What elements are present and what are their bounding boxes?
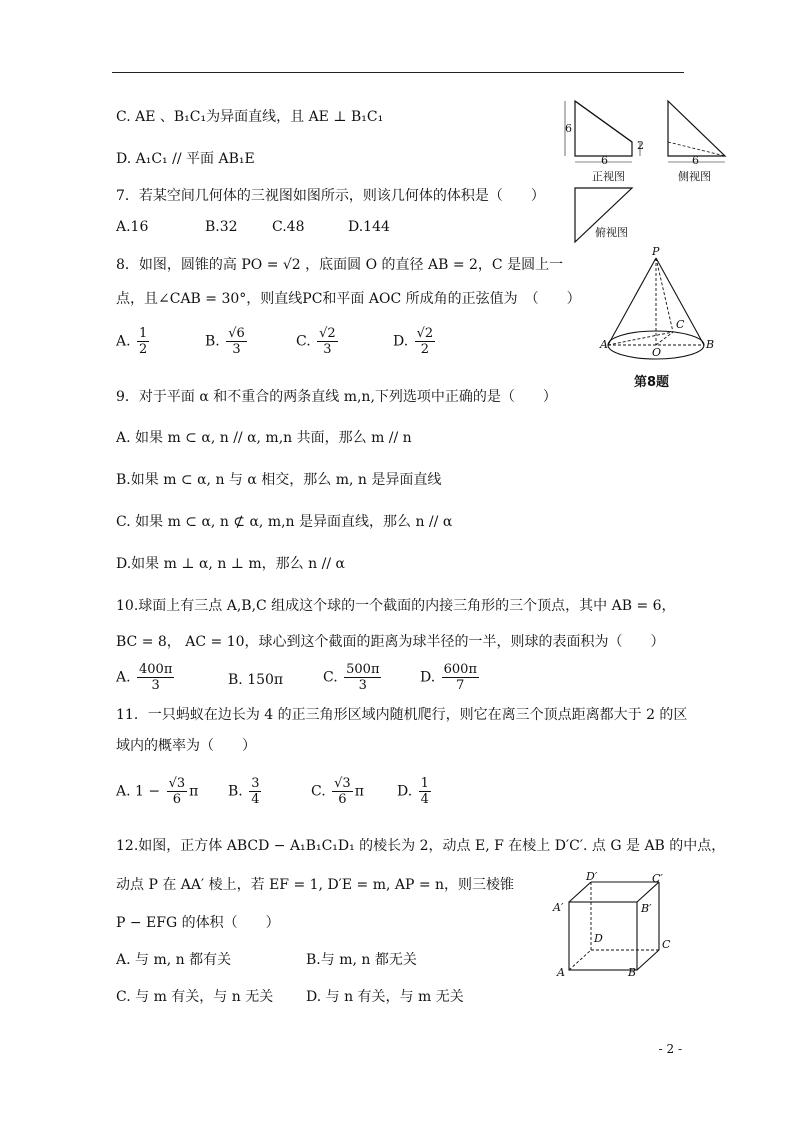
q12-option-d: D. 与 n 有关，与 m 无关	[306, 989, 464, 1005]
front-view-width-label: 6	[601, 154, 608, 167]
q12-option-a: A. 与 m, n 都有关	[116, 952, 232, 968]
q11-option-b: B. $\frac{3}{4}$	[228, 776, 260, 807]
q9-option-b: B.如果 m ⊂ α, n 与 α 相交，那么 m, n 是异面直线	[116, 472, 442, 488]
front-view-height-label: 6	[565, 122, 572, 135]
q7-option-d: D.144	[348, 219, 390, 235]
q12-stem-line2: 动点 P 在 AA′ 棱上，若 EF = 1, D′E = m, AP = n，则三棱锥	[116, 877, 515, 893]
cube-point-a: A	[557, 966, 565, 979]
cube-point-d: D	[594, 932, 603, 945]
side-view-width-label: 6	[692, 154, 699, 167]
cone-point-b: B	[706, 338, 715, 351]
q9-option-d: D.如果 m ⊥ α, n ⊥ m，那么 n // α	[116, 556, 345, 572]
q11-option-a: A. 1 − $\frac{√3}{6}$ π	[116, 776, 199, 807]
q11-stem-line2: 域内的概率为（ ）	[116, 738, 256, 754]
q9-option-c: C. 如果 m ⊂ α, n ⊄ α, m,n 是异面直线，那么 n // α	[116, 514, 453, 530]
q9-option-a: A. 如果 m ⊂ α, n // α, m,n 共面，那么 m // n	[116, 430, 412, 446]
three-views-figure	[560, 96, 750, 246]
q7-option-c: C.48	[272, 219, 305, 235]
cube-point-c: C	[662, 938, 671, 951]
q10-option-c: C. $\frac{500\pi}{3}$	[323, 662, 380, 693]
q8-option-c: C. $\frac{√2}{3}$	[296, 326, 336, 357]
cone-figure-caption: 第8题	[634, 375, 670, 390]
q7-stem: 7．若某空间几何体的三视图如图所示，则该几何体的体积是（ ）	[116, 188, 545, 204]
q8-option-a: A. $\frac{1}{2}$	[116, 326, 148, 357]
header-rule	[112, 72, 684, 73]
front-view-small-label: 2	[637, 139, 644, 152]
cube-point-a1: A′	[553, 901, 564, 914]
q11-option-d: D. $\frac{1}{4}$	[397, 776, 429, 807]
q8-stem-line2: 点，且∠CAB = 30°，则直线PC和平面 AOC 所成角的正弦值为 （ ）	[116, 291, 581, 307]
side-view-caption: 侧视图	[678, 170, 711, 183]
q8-option-d: D. $\frac{√2}{2}$	[393, 326, 434, 357]
cube-point-b1: B′	[641, 902, 652, 915]
q12-stem-line3: P − EFG 的体积（ ）	[116, 915, 280, 931]
cone-point-c: C	[676, 318, 685, 331]
q9-stem: 9．对于平面 α 和不重合的两条直线 m,n,下列选项中正确的是（ ）	[116, 389, 557, 405]
q8-option-b: B. $\frac{√6}{3}$	[205, 326, 245, 357]
cube-point-b: B	[628, 966, 637, 979]
q8-stem-line1: 8．如图，圆锥的高 PO = √2 ，底面圆 O 的直径 AB = 2，C 是圆上一	[116, 257, 564, 273]
q12-option-b: B.与 m, n 都无关	[306, 952, 417, 968]
page-number: - 2 -	[658, 1042, 682, 1056]
cube-point-d1: D′	[586, 870, 598, 883]
q7-option-b: B.32	[205, 219, 238, 235]
front-view-caption: 正视图	[592, 170, 625, 183]
q10-stem-line2: BC = 8， AC = 10，球心到这个截面的距离为球半径的一半，则球的表面积为（ ）	[116, 634, 665, 650]
cube-point-c1: C′	[652, 872, 663, 885]
q11-stem-line1: 11．一只蚂蚁在边长为 4 的正三角形区域内随机爬行，则它在离三个顶点距离都大于 2 的区	[116, 707, 688, 723]
q7-option-a: A.16	[116, 219, 149, 235]
q10-stem-line1: 10.球面上有三点 A,B,C 组成这个球的一个截面的内接三角形的三个顶点，其中 AB = 6，	[116, 598, 676, 614]
q6-option-d: D. A₁C₁ // 平面 AB₁E	[116, 151, 255, 167]
cone-point-a: A	[600, 338, 608, 351]
cone-point-p: P	[652, 245, 660, 258]
q12-option-c: C. 与 m 有关，与 n 无关	[116, 989, 274, 1005]
q6-option-c: C. AE 、B₁C₁为异面直线，且 AE ⊥ B₁C₁	[116, 109, 384, 125]
q10-option-b: B. 150π	[228, 672, 284, 688]
top-view-caption: 俯视图	[595, 226, 628, 239]
q11-option-c: C. $\frac{√3}{6}$ π	[311, 776, 364, 807]
q12-stem-line1: 12.如图，正方体 ABCD − A₁B₁C₁D₁ 的棱长为 2，动点 E, F 在棱上 D′C′. 点 G 是 AB 的中点，	[116, 838, 726, 854]
q10-option-a: A. $\frac{400\pi}{3}$	[116, 662, 173, 693]
cube-figure	[555, 872, 675, 982]
cone-point-o: O	[652, 346, 662, 359]
q10-option-d: D. $\frac{600\pi}{7}$	[420, 662, 477, 693]
